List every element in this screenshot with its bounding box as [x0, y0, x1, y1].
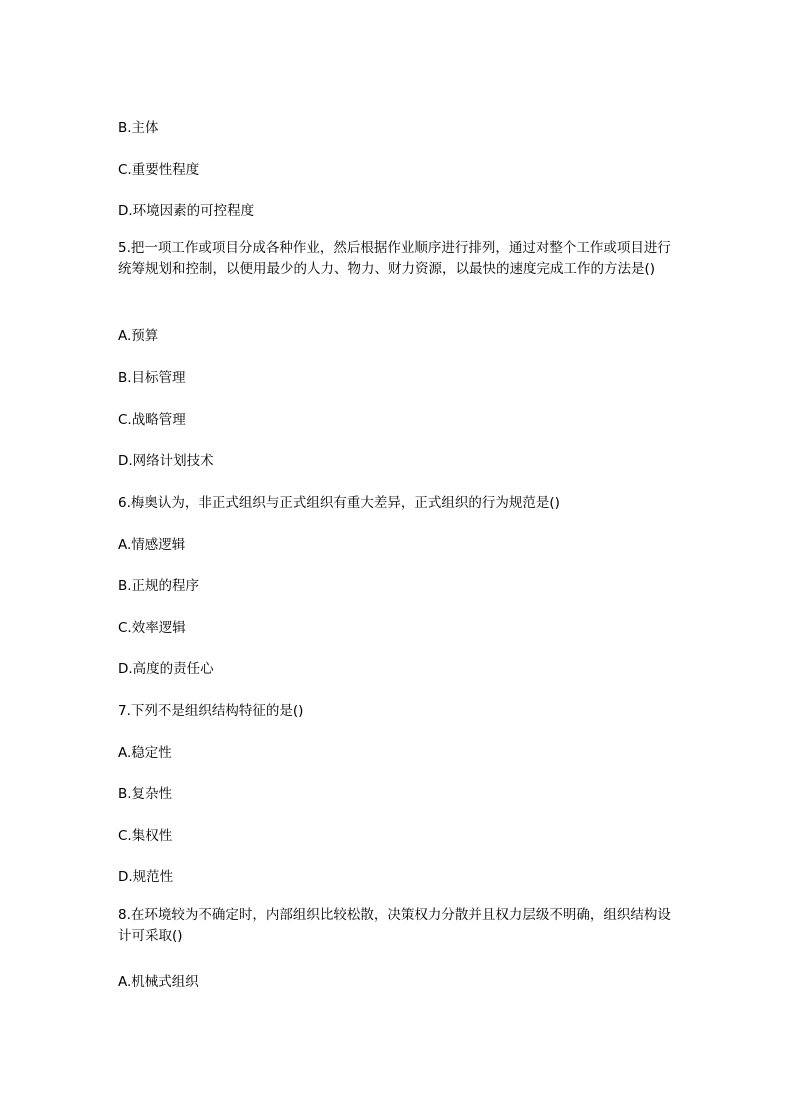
option-text: D.网络计划技术 — [118, 453, 214, 469]
option-text: B.主体 — [118, 120, 159, 136]
option-text: A.机械式组织 — [118, 974, 199, 990]
option-text: B.目标管理 — [118, 370, 186, 386]
option-text: B.正规的程序 — [118, 578, 200, 594]
question-text: 5.把一项工作或项目分成各种作业，然后根据作业顺序进行排列，通过对整个工作或项目进行统筹规划和控制，以便用最少的人力、物力、财力资源，以最快的速度完成工作的方法是() — [118, 240, 671, 277]
option-text: A.情感逻辑 — [118, 537, 186, 553]
option-text: C.集权性 — [118, 828, 173, 844]
option-text: B.复杂性 — [118, 786, 173, 802]
option-text: C.重要性程度 — [118, 162, 200, 178]
option-text: C.战略管理 — [118, 412, 186, 428]
option-text: C.效率逻辑 — [118, 620, 186, 636]
option-text: D.高度的责任心 — [118, 661, 214, 677]
option-text: D.环境因素的可控程度 — [118, 203, 255, 219]
question-text: 8.在环境较为不确定时，内部组织比较松散，决策权力分散并且权力层级不明确，组织结构设计可采取() — [118, 907, 671, 944]
option-text: A.预算 — [118, 328, 159, 344]
option-text: A.稳定性 — [118, 745, 172, 761]
option-text: D.规范性 — [118, 869, 174, 885]
question-text: 7.下列不是组织结构特征的是() — [118, 703, 304, 719]
question-text: 6.梅奥认为，非正式组织与正式组织有重大差异，正式组织的行为规范是() — [118, 495, 560, 511]
